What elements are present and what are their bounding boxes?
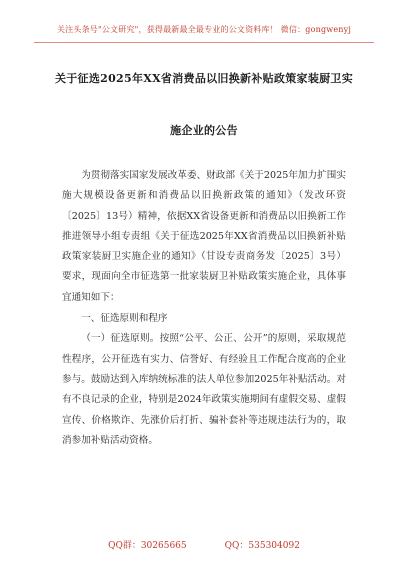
header-banner: 关注头条号"公文研究"，获得最新最全最专业的公文资料库！ 微信：gongwenyj: [56, 25, 352, 34]
document-title-line-1: 关于征选2025年XX省消费品以旧换新补贴政策家装厨卫实: [54, 72, 354, 85]
footer-qq: QQ：535304092: [224, 541, 300, 551]
section-heading: 一、征选原则和程序: [81, 313, 168, 325]
principle-paragraph: （一）征选原则。按照“公平、公正、公开”的原则，采取规范性程序，公开征选有实力、信誉好、有经验且工作配合度高的企业参与。鼓励达到入库纳统标准的法人单位参加2025年补贴活动。对有不良记录的企业，特别是2024年政策实施期间有虚假交易、虚假宣传、价格欺诈、先涨价后打折、骗补套补等违规违法行为的，取消参加补贴活动资格。: [62, 333, 346, 446]
intro-paragraph: 为贯彻落实国家发展改革委、财政部《关于2025年加力扩围实施大规模设备更新和消费品以旧换新政策的通知》（发改环资〔2025〕13号）精神，依据XX省设备更新和消费品以旧换新工作推进领导小组专责组《关于征选2025年XX省消费品以旧换新补贴政策家装厨卫实施企业的通知》（甘设专责商务发〔2025〕3号）要求，现面向全市征选第一批家装厨卫补贴政策实施企业，具体事宜通知如下：: [62, 170, 346, 303]
footer-contact: [0, 538, 408, 551]
document-body: [62, 166, 346, 451]
document-title-line-2: 施企业的公告: [170, 124, 238, 137]
header-divider: [34, 42, 374, 43]
footer-qq-group: QQ群：30265665: [108, 541, 187, 551]
